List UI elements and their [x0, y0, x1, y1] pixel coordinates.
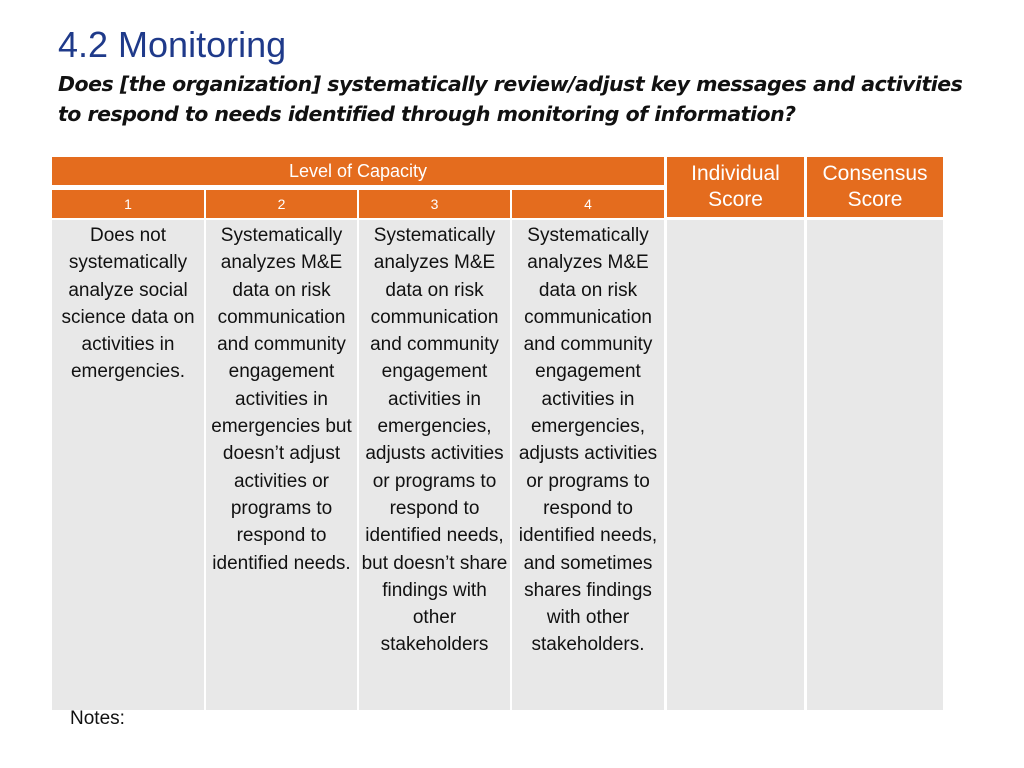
level-1-description: Does not systematically analyze social science data on activities in emergencies.	[52, 220, 204, 710]
consensus-score-header	[807, 157, 943, 217]
level-2-description: Systematically analyzes M&E data on risk communication and community engagement activities in emergencies but doesn’t adjust activities or programs to respond to identified needs.	[206, 220, 357, 710]
page-title: 4.2 Monitoring	[58, 24, 287, 65]
level-2-header: 2	[206, 190, 357, 218]
notes-label: Notes:	[70, 708, 125, 729]
level-4-header: 4	[512, 190, 664, 218]
individual-score-label: Individual Score	[691, 162, 780, 211]
assessment-question: Does [the organization] systematically review/adjust key messages and activities to respond to needs identified through monitoring of information?	[58, 72, 963, 126]
consensus-score-label: Consensus Score	[822, 162, 928, 211]
level-3-header: 3	[359, 190, 510, 218]
level-4-description: Systematically analyzes M&E data on risk communication and community engagement activities in emergencies, adjusts activities or programs to respond to identified needs, and sometimes shares findings with other stakeholders.	[512, 220, 664, 710]
individual-score-header	[667, 157, 804, 217]
individual-score-cell[interactable]	[667, 220, 804, 710]
level-3-description: Systematically analyzes M&E data on risk communication and community engagement activities in emergencies, adjusts activities or programs to respond to identified needs, but doesn’t share findings with other stakeholders	[359, 220, 510, 710]
consensus-score-cell[interactable]	[807, 220, 943, 710]
level-1-header: 1	[52, 190, 204, 218]
level-of-capacity-header: Level of Capacity	[52, 157, 664, 185]
